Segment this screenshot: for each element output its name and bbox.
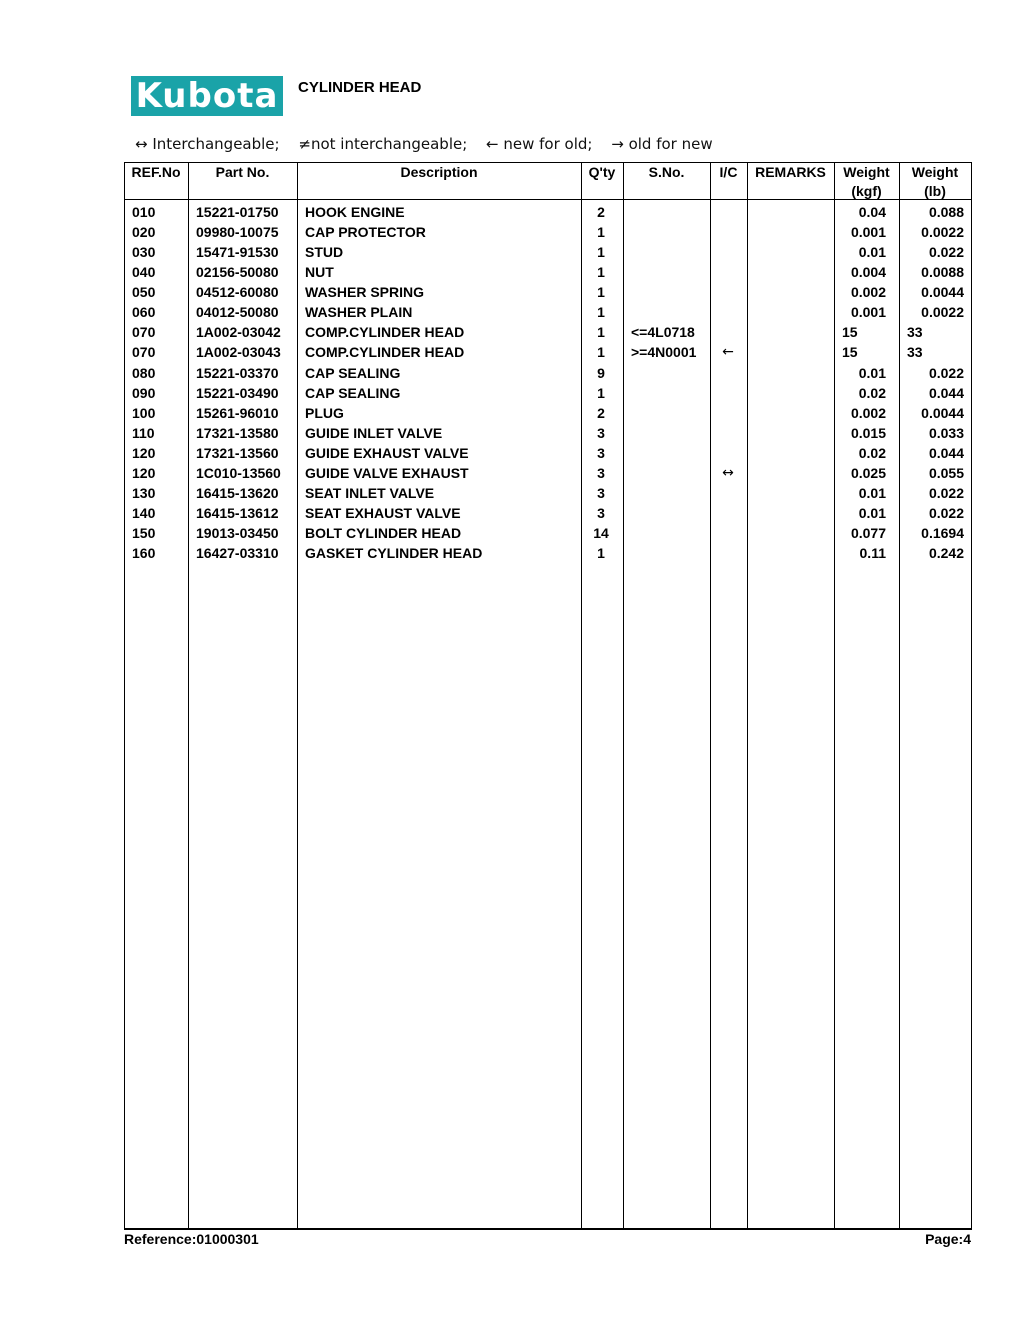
weight-kgf-cell: 0.002 xyxy=(850,404,886,421)
description-cell: STUD xyxy=(305,244,344,261)
parts-table xyxy=(124,162,972,1229)
table-row xyxy=(124,503,972,523)
weight-kgf-cell: 0.077 xyxy=(850,525,886,541)
description-cell: CAP PROTECTOR xyxy=(305,224,426,241)
part-no-cell: 16427-03310 xyxy=(196,545,279,562)
part-no-cell: 19013-03450 xyxy=(196,525,279,541)
weight-kgf-cell: 0.01 xyxy=(858,364,886,381)
part-no-cell: 15221-03490 xyxy=(196,384,279,401)
ref-no-cell: 060 xyxy=(132,304,156,321)
weight-kgf-cell: 0.04 xyxy=(858,204,886,220)
quantity-cell: 1 xyxy=(597,264,605,281)
page-title: CYLINDER HEAD xyxy=(298,79,422,96)
ref-no-cell: 010 xyxy=(132,204,156,220)
quantity-cell: 2 xyxy=(597,404,605,421)
col-header-part: Part No. xyxy=(215,164,270,180)
table-body xyxy=(124,202,972,563)
weight-lb-cell: 0.022 xyxy=(928,244,964,261)
part-no-cell: 16415-13620 xyxy=(196,484,279,501)
col-header-remarks: REMARKS xyxy=(755,164,826,180)
table-row xyxy=(124,262,972,282)
weight-lb-cell: 0.0022 xyxy=(921,224,964,241)
weight-kgf-cell: 0.01 xyxy=(858,484,886,501)
description-cell: WASHER PLAIN xyxy=(305,304,413,321)
ref-no-cell: 100 xyxy=(132,404,156,421)
description-cell: GUIDE VALVE EXHAUST xyxy=(305,464,469,481)
interchangeability-legend xyxy=(135,135,727,153)
kubota-logo: Kubota xyxy=(131,76,283,116)
col-header-desc: Description xyxy=(400,164,478,180)
description-cell: HOOK ENGINE xyxy=(305,204,405,220)
weight-lb-cell: 0.0022 xyxy=(921,304,964,321)
weight-lb-cell: 0.088 xyxy=(928,204,964,220)
col-header-weight-lb xyxy=(899,163,971,201)
description-cell: GASKET CYLINDER HEAD xyxy=(305,545,483,562)
quantity-cell: 3 xyxy=(597,484,605,501)
description-cell: CAP SEALING xyxy=(305,384,401,401)
table-row xyxy=(124,302,972,322)
weight-kgf-cell: 0.001 xyxy=(850,224,886,241)
weight-lb-cell: 0.055 xyxy=(928,464,964,481)
weight-lb-cell: 0.044 xyxy=(928,384,964,401)
ref-no-cell: 090 xyxy=(132,384,156,401)
quantity-cell: 1 xyxy=(597,284,605,301)
weight-lb-cell: 33 xyxy=(907,344,923,361)
legend-new-for-old: ← new for old; xyxy=(486,135,593,153)
quantity-cell: 1 xyxy=(597,384,605,401)
quantity-cell: 3 xyxy=(597,424,605,441)
reference-number: Reference:01000301 xyxy=(124,1231,259,1247)
table-row xyxy=(124,222,972,242)
quantity-cell: 3 xyxy=(597,504,605,521)
table-bottom-rule xyxy=(124,1228,972,1230)
ref-no-cell: 040 xyxy=(132,264,156,281)
description-cell: COMP.CYLINDER HEAD xyxy=(305,324,465,341)
weight-kgf-cell: 0.11 xyxy=(859,545,886,562)
table-row xyxy=(124,363,972,383)
description-cell: PLUG xyxy=(305,404,344,421)
weight-lb-cell: 0.1694 xyxy=(921,525,964,541)
ref-no-cell: 030 xyxy=(132,244,156,261)
description-cell: GUIDE EXHAUST VALVE xyxy=(305,444,469,461)
col-header-ic: I/C xyxy=(719,164,738,180)
description-cell: CAP SEALING xyxy=(305,364,401,381)
description-cell: COMP.CYLINDER HEAD xyxy=(305,344,465,361)
description-cell: NUT xyxy=(305,264,334,281)
part-no-cell: 15221-03370 xyxy=(196,364,279,381)
col-header-weight-kgf-line2: (kgf) xyxy=(851,183,882,199)
part-no-cell: 1A002-03042 xyxy=(196,324,281,341)
ref-no-cell: 110 xyxy=(132,424,155,441)
ref-no-cell: 120 xyxy=(132,464,156,481)
quantity-cell: 1 xyxy=(597,545,605,562)
col-header-weight-lb-line1: Weight xyxy=(911,164,959,180)
table-row xyxy=(124,282,972,302)
ref-no-cell: 080 xyxy=(132,364,156,381)
ref-no-cell: 160 xyxy=(132,545,156,562)
table-row xyxy=(124,242,972,262)
description-cell: SEAT INLET VALVE xyxy=(305,484,435,501)
weight-lb-cell: 0.242 xyxy=(928,545,964,562)
weight-kgf-cell: 0.025 xyxy=(850,464,886,481)
weight-lb-cell: 0.022 xyxy=(928,504,964,521)
quantity-cell: 1 xyxy=(597,304,605,321)
table-row xyxy=(124,483,972,503)
weight-kgf-cell: 0.01 xyxy=(858,244,886,261)
table-row xyxy=(124,423,972,443)
description-cell: SEAT EXHAUST VALVE xyxy=(305,504,461,521)
part-no-cell: 09980-10075 xyxy=(196,224,279,241)
part-no-cell: 1A002-03043 xyxy=(196,344,281,361)
legend-interchangeable: ↔ Interchangeable; xyxy=(135,135,280,153)
quantity-cell: 2 xyxy=(597,204,605,220)
ref-no-cell: 140 xyxy=(132,504,156,521)
quantity-cell: 3 xyxy=(597,444,605,461)
ref-no-cell: 050 xyxy=(132,284,156,301)
part-no-cell: 04012-50080 xyxy=(196,304,279,321)
weight-kgf-cell: 0.002 xyxy=(850,284,886,301)
weight-kgf-cell: 0.02 xyxy=(858,444,886,461)
col-header-sno: S.No. xyxy=(648,164,685,180)
weight-lb-cell: 0.0088 xyxy=(921,264,964,281)
weight-lb-cell: 0.0044 xyxy=(921,284,964,301)
quantity-cell: 1 xyxy=(597,244,605,261)
description-cell: BOLT CYLINDER HEAD xyxy=(305,525,462,541)
col-header-weight-kgf-line1: Weight xyxy=(843,164,890,180)
weight-lb-cell: 33 xyxy=(907,324,923,341)
quantity-cell: 14 xyxy=(593,525,609,541)
weight-lb-cell: 0.044 xyxy=(928,444,964,461)
ref-no-cell: 150 xyxy=(132,525,156,541)
quantity-cell: 1 xyxy=(597,324,605,341)
weight-lb-cell: 0.033 xyxy=(928,424,964,441)
weight-lb-cell: 0.0044 xyxy=(921,404,964,421)
part-no-cell: 04512-60080 xyxy=(196,284,279,301)
table-row xyxy=(124,523,972,543)
weight-kgf-cell: 0.001 xyxy=(850,304,886,321)
ref-no-cell: 070 xyxy=(132,324,156,341)
part-no-cell: 17321-13580 xyxy=(196,424,279,441)
weight-kgf-cell: 0.015 xyxy=(850,424,886,441)
weight-kgf-cell: 15 xyxy=(842,344,858,361)
ref-no-cell: 020 xyxy=(132,224,156,241)
part-no-cell: 15221-01750 xyxy=(196,204,279,220)
ref-no-cell: 070 xyxy=(132,344,156,361)
ref-no-cell: 120 xyxy=(132,444,156,461)
table-row xyxy=(124,202,972,222)
weight-kgf-cell: 15 xyxy=(842,324,858,341)
part-no-cell: 16415-13612 xyxy=(196,504,279,521)
table-row xyxy=(124,383,972,403)
weight-kgf-cell: 0.01 xyxy=(858,504,886,521)
legend-old-for-new: → old for new xyxy=(611,135,713,153)
col-header-weight-lb-line2: (lb) xyxy=(924,183,946,199)
page-number: Page:4 xyxy=(925,1231,971,1247)
table-row xyxy=(124,543,972,563)
serial-no-cell: <=4L0718 xyxy=(631,324,695,341)
description-cell: GUIDE INLET VALVE xyxy=(305,424,443,441)
quantity-cell: 9 xyxy=(597,364,605,381)
weight-lb-cell: 0.022 xyxy=(928,484,964,501)
col-header-weight-kgf xyxy=(834,163,899,201)
col-header-ref: REF.No xyxy=(131,164,181,180)
table-row xyxy=(124,443,972,463)
description-cell: WASHER SPRING xyxy=(305,284,425,301)
col-header-qty: Q'ty xyxy=(588,164,616,180)
part-no-cell: 15261-96010 xyxy=(196,404,279,421)
weight-lb-cell: 0.022 xyxy=(928,364,964,381)
quantity-cell: 1 xyxy=(597,344,605,361)
table-row xyxy=(124,342,972,362)
weight-kgf-cell: 0.02 xyxy=(858,384,886,401)
ref-no-cell: 130 xyxy=(132,484,156,501)
part-no-cell: 02156-50080 xyxy=(196,264,279,281)
interchange-cell: ← xyxy=(722,344,734,361)
table-row xyxy=(124,403,972,423)
serial-no-cell: >=4N0001 xyxy=(631,344,697,361)
part-no-cell: 17321-13560 xyxy=(196,444,279,461)
quantity-cell: 1 xyxy=(597,224,605,241)
interchange-cell: ↔ xyxy=(722,464,734,481)
part-no-cell: 15471-91530 xyxy=(196,244,279,261)
legend-not-interchangeable: ≠not interchangeable; xyxy=(298,135,468,153)
table-row xyxy=(124,463,972,483)
weight-kgf-cell: 0.004 xyxy=(850,264,886,281)
table-row xyxy=(124,322,972,342)
part-no-cell: 1C010-13560 xyxy=(196,464,281,481)
quantity-cell: 3 xyxy=(597,464,605,481)
